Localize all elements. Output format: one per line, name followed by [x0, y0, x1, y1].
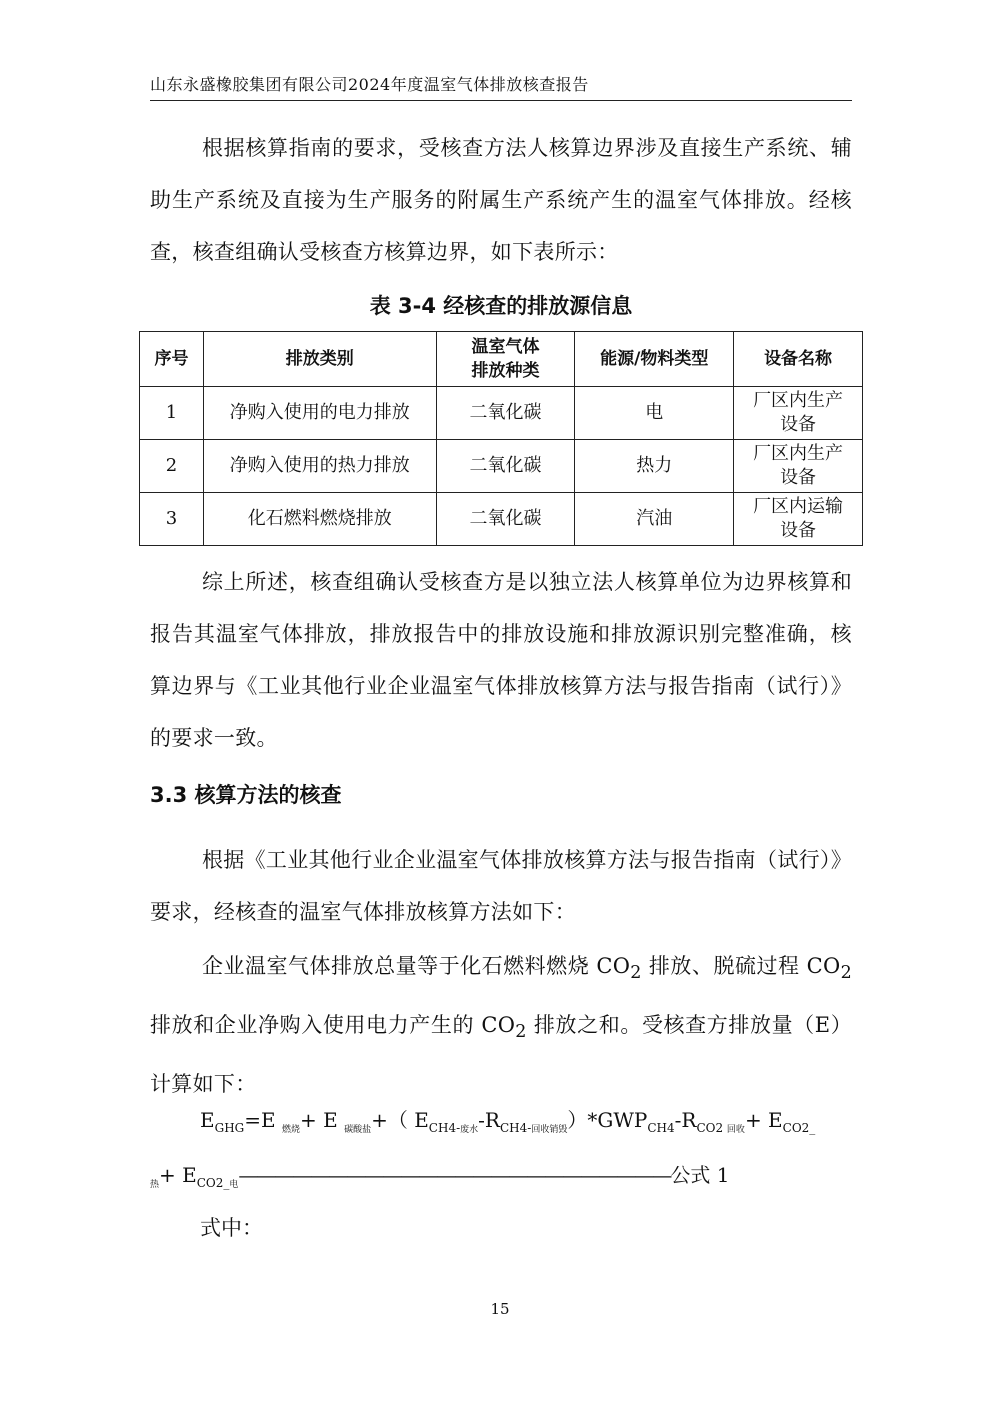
- cell-gas: 二氧化碳: [436, 440, 575, 493]
- cell-material: 电: [575, 387, 734, 440]
- cell-category: 化石燃料燃烧排放: [203, 493, 436, 546]
- paragraph-boundary: 根据核算指南的要求，受核查方法人核算边界涉及直接生产系统、辅助生产系统及直接为生产服务的附属生产系统产生的温室气体排放。经核查，核查组确认受核查方核算边界，如下表所示：: [150, 136, 852, 264]
- page-header: 山东永盛橡胶集团有限公司2024年度温室气体排放核查报告: [150, 72, 852, 101]
- formula-subscript: 废水: [460, 1125, 479, 1135]
- table-row: [140, 493, 863, 546]
- subscript: 2: [630, 963, 642, 984]
- formula-term: +（ E: [371, 1108, 429, 1132]
- cell-material: 汽油: [575, 493, 734, 546]
- formula-subscript: CO2: [696, 1121, 727, 1135]
- section-title: 3.3 核算方法的核查: [150, 783, 342, 807]
- header-cell: 排放类别: [203, 332, 436, 387]
- cell-category: 净购入使用的热力排放: [203, 440, 436, 493]
- paragraph-conclusion: 综上所述，核查组确认受核查方是以独立法人核算单位为边界核算和报告其温室气体排放，排放报告中的排放设施和排放源识别完整准确，核算边界与《工业其他行业企业温室气体排放核算方法与报告指南（试行）》的要求一致。: [150, 570, 852, 750]
- text-run: 排放、脱硫过程 CO: [641, 954, 841, 978]
- subscript: 2: [840, 963, 852, 984]
- cell-index: 3: [140, 493, 204, 546]
- text-run: 企业温室气体排放总量等于化石燃料燃烧 CO: [202, 954, 631, 978]
- table-row: [140, 440, 863, 493]
- formula-term: E: [200, 1108, 215, 1132]
- emission-source-table: [139, 331, 863, 546]
- cell-category: 净购入使用的电力排放: [203, 387, 436, 440]
- formula-subscript: CH4: [647, 1121, 675, 1135]
- formula-term: + E: [299, 1108, 345, 1132]
- formula-subscript: 回收销毁: [531, 1125, 568, 1135]
- formula-line-1: [200, 1102, 852, 1148]
- formula-term: + E: [159, 1163, 197, 1187]
- table-caption: 表 3-4 经核查的排放源信息: [369, 294, 633, 318]
- header-cell: 能源/物料类型: [575, 332, 734, 387]
- cell-equipment: 厂区内生产 设备: [734, 387, 863, 440]
- cell-equipment: 厂区内运输 设备: [734, 493, 863, 546]
- formula-subscript: 电: [229, 1180, 239, 1190]
- table-row: [140, 387, 863, 440]
- formula-term: + E: [744, 1108, 783, 1132]
- formula-subscript: CO2_: [196, 1176, 230, 1190]
- formula-subscript: 回收: [726, 1125, 745, 1135]
- paragraph-method: 根据《工业其他行业企业温室气体排放核算方法与报告指南（试行）》要求，经核查的温室气体排放核算方法如下：: [150, 848, 852, 924]
- text-run: 排放之和。受核查方排放量（E）计算如下：: [150, 1013, 853, 1097]
- paragraph-total: [150, 940, 852, 1110]
- table-header-row: [140, 332, 863, 387]
- formula-subscript: GHG: [214, 1121, 245, 1135]
- formula-leader: ————————————————————————: [238, 1163, 671, 1187]
- header-cell: 设备名称: [734, 332, 863, 387]
- formula-term: ）*GWP: [567, 1108, 648, 1132]
- formula-subscript: CH4-: [428, 1121, 461, 1135]
- formula-term: -R: [478, 1108, 500, 1132]
- cell-material: 热力: [575, 440, 734, 493]
- header-cell: 温室气体 排放种类: [436, 332, 575, 387]
- header-cell: 序号: [140, 332, 204, 387]
- formula-label: 公式 1: [670, 1163, 730, 1187]
- formula-term: -R: [674, 1108, 697, 1132]
- text-run: 排放和企业净购入使用电力产生的 CO: [150, 1013, 516, 1038]
- formula-subscript: 燃烧: [281, 1125, 300, 1135]
- cell-equipment: 厂区内生产 设备: [734, 440, 863, 493]
- formula-subscript: CO2_: [782, 1121, 816, 1135]
- subscript: 2: [515, 1022, 527, 1043]
- formula-subscript: 热: [150, 1180, 160, 1190]
- where-label: 式中：: [200, 1216, 263, 1240]
- formula-term: =E: [244, 1108, 282, 1132]
- cell-index: 2: [140, 440, 204, 493]
- formula-subscript: CH4-: [499, 1121, 532, 1135]
- cell-gas: 二氧化碳: [436, 387, 575, 440]
- formula-line-2: [150, 1157, 852, 1203]
- cell-gas: 二氧化碳: [436, 493, 575, 546]
- cell-index: 1: [140, 387, 204, 440]
- formula-subscript: 碳酸盐: [344, 1125, 372, 1135]
- page-number: 15: [490, 1300, 510, 1318]
